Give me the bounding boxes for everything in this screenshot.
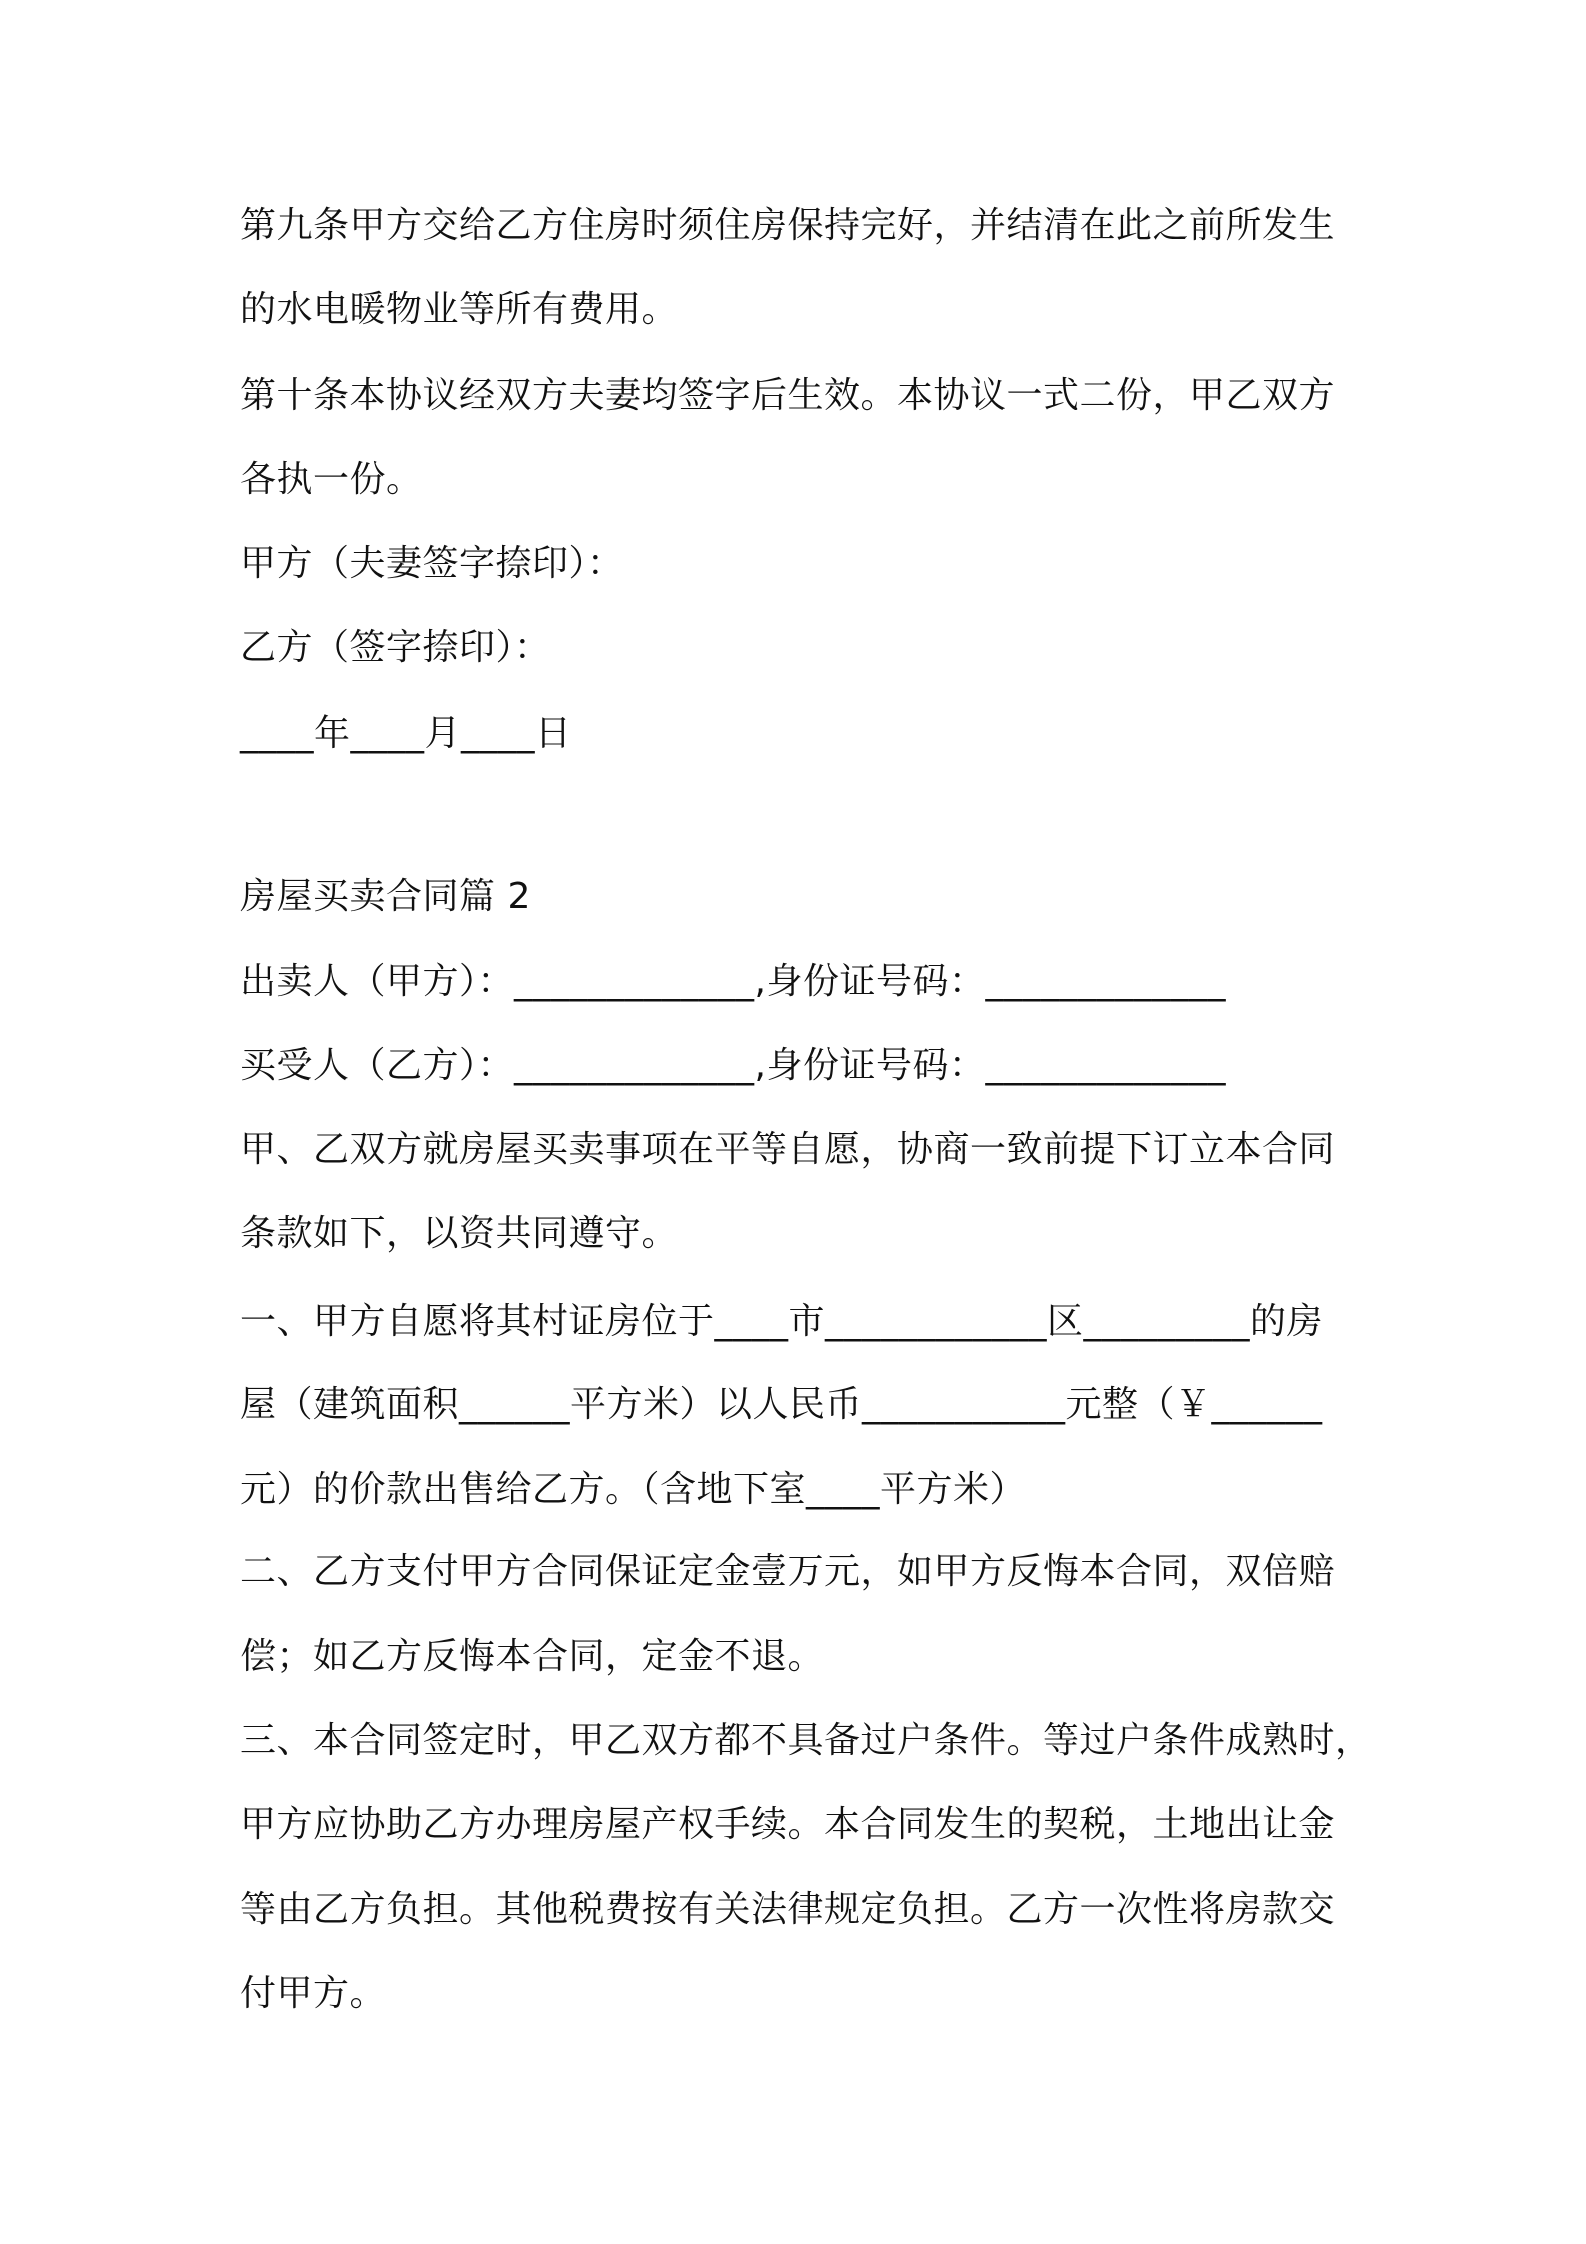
article-1-line-2: 屋（建筑面积______平方米）以人民币___________元整（￥______	[240, 1384, 1323, 1425]
party-a-signature-line: 甲方（夫妻签字捺印）：	[240, 543, 624, 584]
article-1-line-1: 一、甲方自愿将其村证房位于____市____________区_________的房	[240, 1301, 1324, 1342]
preamble-line-1: 甲、乙双方就房屋买卖事项在平等自愿，协商一致前提下订立本合同	[240, 1129, 1336, 1170]
seller-line: 出卖人（甲方）：_____________,身份证号码：_____________	[240, 961, 1226, 1002]
article-3-line-3: 等由乙方负担。其他税费按有关法律规定负担。乙方一次性将房款交	[240, 1889, 1336, 1930]
preamble-line-2: 条款如下，以资共同遵守。	[240, 1213, 679, 1254]
section-title: 房屋买卖合同篇 2	[240, 876, 531, 917]
clause-9-line-2: 的水电暖物业等所有费用。	[240, 289, 679, 330]
clause-9-line-1: 第九条甲方交给乙方住房时须住房保持完好，并结清在此之前所发生	[240, 205, 1336, 246]
article-2-line-1: 二、乙方支付甲方合同保证定金壹万元，如甲方反悔本合同，双倍赔	[240, 1551, 1336, 1592]
date-line: ____年____月____日	[240, 713, 572, 754]
article-3-line-4: 付甲方。	[240, 1973, 387, 2014]
party-b-signature-line: 乙方（签字捺印）：	[240, 627, 551, 668]
article-1-line-3: 元）的价款出售给乙方。（含地下室____平方米）	[240, 1469, 1027, 1510]
article-2-line-2: 偿；如乙方反悔本合同，定金不退。	[240, 1636, 825, 1677]
buyer-line: 买受人（乙方）：_____________,身份证号码：_____________	[240, 1045, 1226, 1086]
article-3-line-2: 甲方应协助乙方办理房屋产权手续。本合同发生的契税，土地出让金	[240, 1804, 1336, 1845]
clause-10-line-1: 第十条本协议经双方夫妻均签字后生效。本协议一式二份，甲乙双方	[240, 375, 1336, 416]
clause-10-line-2: 各执一份。	[240, 459, 423, 500]
article-3-line-1: 三、本合同签定时，甲乙双方都不具备过户条件。等过户条件成熟时，	[240, 1720, 1372, 1761]
